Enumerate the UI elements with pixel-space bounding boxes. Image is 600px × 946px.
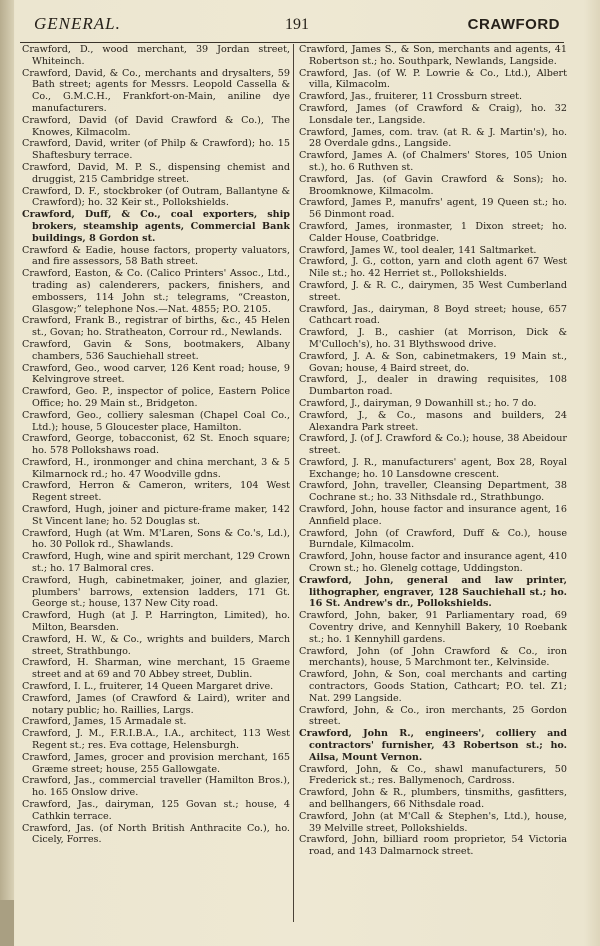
right-column — [299, 44, 567, 924]
directory-entry: Crawford, Hugh, wine and spirit merchant, 129 Crown st.; ho. 17 Balmoral cres. — [22, 551, 290, 575]
directory-entry: Crawford, I. L., fruiterer, 14 Queen Margaret drive. — [22, 681, 274, 693]
directory-entry: Crawford, James S., & Son, merchants and agents, 41 Robertson st.; ho. Southpark, Newlands, Langside. — [299, 44, 567, 67]
directory-entry: Crawford, J., dairyman, 9 Dowanhill st.; ho. 7 do. — [299, 397, 537, 409]
directory-entry: Crawford, D. F., stockbroker (of Outram, Ballantyne & Crawford); ho. 32 Keir st., Pollokshields. — [22, 185, 290, 209]
directory-entry: Crawford, Jas. (of Gavin Crawford & Sons); ho. Broomknowe, Kilmacolm. — [299, 173, 567, 197]
directory-entry: Crawford, J. B., cashier (at Morrison, Dick & M'Culloch's), ho. 31 Blythswood drive. — [299, 327, 567, 350]
directory-entry: Crawford, J., & Co., masons and builders, 24 Alexandra Park street. — [299, 409, 567, 433]
page-binding-edge — [0, 0, 14, 946]
directory-entry: Crawford, James (of Crawford & Laird), writer and notary public; ho. Raillies, Largs. — [22, 692, 290, 716]
directory-entry: Crawford, Gavin & Sons, bootmakers, Albany chambers, 536 Sauchiehall street. — [22, 338, 290, 362]
directory-entry: Crawford, J. & R. C., dairymen, 35 West Cumberland street. — [299, 279, 567, 303]
directory-entry: Crawford, J. (of J. Crawford & Co.); house, 38 Abeidour street. — [299, 433, 567, 457]
header-rule — [20, 42, 564, 43]
directory-entry: Crawford, Frank B., registrar of births, &c., 45 Helen st., Govan; ho. Stratheaton, Corrour rd., Newlands. — [22, 315, 290, 339]
directory-entry: Crawford, Jas. (of North British Anthracite Co.), ho. Cicely, Forres. — [22, 822, 290, 846]
directory-entry: Crawford, J. R., manufacturers' agent, Box 28, Royal Exchange; ho. 10 Lansdowne crescent. — [299, 456, 567, 480]
directory-entry: Crawford, John, baker, 91 Parliamentary road, 69 Coventry drive, and Kennyhill Bakery, 10 Roebank st.; ho. 1 Kennyhill gardens. — [299, 610, 567, 645]
directory-entry: Crawford, David, & Co., merchants and drysalters, 59 Bath street; agents for Messrs. Leopold Cassella & Co., G.M.C.H., Frankfort-on-Main, aniline dye manufacturers. — [22, 67, 290, 114]
directory-entry: Crawford, Jas. (of W. P. Lowrie & Co., Ltd.), Albert villa, Kilmacolm. — [299, 67, 567, 91]
directory-entry: Crawford, Geo., colliery salesman (Chapel Coal Co., Ltd.); house, 5 Gloucester place, Hamilton. — [22, 409, 290, 433]
directory-entry: Crawford, J., dealer in drawing requisites, 108 Dumbarton road. — [299, 374, 567, 398]
directory-entry: Crawford, Duff, & Co., coal exporters, ship brokers, steamship agents, Commercial Bank buildings, 8 Gordon st. — [22, 209, 290, 244]
directory-entry: Crawford, John, billiard room proprietor, 54 Victoria road, and 143 Dalmarnock street. — [299, 834, 567, 858]
directory-entry: Crawford, J. G., cotton, yarn and cloth agent 67 West Nile st.; ho. 42 Herriet st., Pollokshields. — [299, 256, 567, 280]
directory-entry: Crawford, H., ironmonger and china merchant, 3 & 5 Kilmarnock rd.; ho. 47 Woodville gdns. — [22, 456, 290, 480]
directory-entry: Crawford, John & R., plumbers, tinsmiths, gasfitters, and bellhangers, 66 Nithsdale road. — [299, 787, 567, 810]
directory-entry: Crawford, John, & Co., iron merchants, 25 Gordon street. — [299, 704, 567, 728]
page-header — [34, 14, 560, 40]
directory-entry: Crawford, James, ironmaster, 1 Dixon street; ho. Calder House, Coatbridge. — [299, 220, 567, 244]
directory-entry: Crawford, Easton, & Co. (Calico Printers' Assoc., Ltd., trading as) calenderers, packers, finishers, and embossers, 114 John st.; telegrams, “Creaston, Glasgow;” telephone Nos.—Nat. 4855; P.O. 2105. — [22, 268, 290, 315]
directory-entry: Crawford, John, house factor and insurance agent, 410 Crown st.; ho. Glenelg cottage, Uddingston. — [299, 551, 567, 575]
directory-entry: Crawford, James, 15 Armadale st. — [22, 716, 187, 728]
left-column — [22, 44, 290, 924]
directory-entry: Crawford, Jas., fruiterer, 11 Crossburn street. — [299, 91, 523, 103]
directory-entry: Crawford, John, house factor and insurance agent, 16 Annfield place. — [299, 504, 567, 527]
directory-entry: Crawford, John, traveller, Cleansing Department, 38 Cochrane st.; ho. 33 Nithsdale rd., Strathbungo. — [299, 480, 567, 504]
directory-entry: Crawford, John, general and law printer, lithographer, engraver, 128 Sauchiehall st.; ho. 16 St. Andrew's dr., Pollokshields. — [299, 574, 567, 610]
directory-entry: Crawford, James A. (of Chalmers' Stores, 105 Union st.), ho. 6 Ruthven st. — [299, 150, 567, 173]
running-head-surname: CRAWFORD — [467, 16, 560, 33]
directory-entry: Crawford, Jas., dairyman, 8 Boyd street; house, 657 Cathcart road. — [299, 303, 567, 327]
directory-entry: Crawford, J. A. & Son, cabinetmakers, 19 Main st., Govan; house, 4 Baird street, do. — [299, 350, 567, 374]
directory-entry: Crawford & Eadie, house factors, property valuators, and fire assessors, 58 Bath street. — [22, 244, 290, 268]
column-divider — [293, 44, 294, 922]
directory-entry: Crawford, Herron & Cameron, writers, 104 West Regent street. — [22, 480, 290, 504]
directory-entry: Crawford, James P., manufrs' agent, 19 Queen st.; ho. 56 Dinmont road. — [299, 197, 567, 221]
directory-entry: Crawford, H. W., & Co., wrights and builders, March street, Strathbungo. — [22, 633, 290, 657]
running-head-section: GENERAL. — [34, 14, 121, 33]
directory-entry: Crawford, James (of Crawford & Craig), ho. 32 Lonsdale ter., Langside. — [299, 102, 567, 126]
directory-entry: Crawford, John (at M'Call & Stephen's, Ltd.), house, 39 Melville street, Pollokshields. — [299, 810, 567, 834]
directory-entry: Crawford, Jas., commercial traveller (Hamilton Bros.), ho. 165 Onslow drive. — [22, 775, 290, 799]
page-number: 191 — [285, 16, 309, 33]
directory-entry: Crawford, David, M. P. S., dispensing chemist and druggist, 215 Cambridge street. — [22, 161, 290, 185]
directory-entry: Crawford, Hugh (at J. P. Harrington, Limited), ho. Milton, Bearsden. — [22, 610, 290, 634]
binding-mark — [0, 900, 14, 946]
directory-entry: Crawford, John R., engineers', colliery and contractors' furnisher, 43 Robertson st.; ho. Ailsa, Mount Vernon. — [299, 728, 567, 763]
directory-entry: Crawford, John, & Co., shawl manufacturers, 50 Frederick st.; res. Ballymenoch, Cardross. — [299, 763, 567, 787]
directory-entry: Crawford, John (of Crawford, Duff & Co.), house Burndale, Kilmacolm. — [299, 527, 567, 551]
directory-entry: Crawford, John (of John Crawford & Co., iron merchants), house, 5 Marchmont ter., Kelvinside. — [299, 645, 567, 669]
directory-entry: Crawford, J. M., F.R.I.B.A., I.A., architect, 113 West Regent st.; res. Eva cottage, Helensburgh. — [22, 728, 290, 752]
directory-entry: Crawford, David (of David Crawford & Co.), The Knowes, Kilmacolm. — [22, 114, 290, 138]
directory-entry: Crawford, George, tobacconist, 62 St. Enoch square; ho. 578 Pollokshaws road. — [22, 433, 290, 457]
directory-entry: Crawford, Hugh (at Wm. M'Laren, Sons & Co.'s, Ld.), ho. 30 Pollok rd., Shawlands. — [22, 527, 290, 551]
directory-entry: Crawford, Geo. P., inspector of police, Eastern Police Office; ho. 29 Main st., Bridgeton. — [22, 386, 290, 409]
directory-entry: Crawford, H. Sharman, wine merchant, 15 Graeme street and at 69 and 70 Abbey street, Dublin. — [22, 657, 290, 681]
directory-entry: Crawford, James, com. trav. (at R. & J. Martin's), ho. 28 Overdale gdns., Langside. — [299, 126, 567, 150]
directory-entry: Crawford, James W., tool dealer, 141 Saltmarket. — [299, 244, 537, 256]
directory-entry: Crawford, Geo., wood carver, 126 Kent road; house, 9 Kelvingrove street. — [22, 362, 290, 386]
directory-entry: Crawford, Hugh, joiner and picture-frame maker, 142 St Vincent lane; ho. 52 Douglas st. — [22, 504, 290, 527]
directory-entry: Crawford, Hugh, cabinetmaker, joiner, and glazier, plumbers' barrows, extension ladders, 171 Gt. George st.; house, 137 New City road. — [22, 574, 290, 610]
directory-entry: Crawford, James, grocer and provision merchant, 165 Græme street; house, 255 Gallowgate. — [22, 751, 290, 775]
directory-entry: Crawford, D., wood merchant, 39 Jordan street, Whiteinch. — [22, 44, 290, 67]
directory-entry: Crawford, Jas., dairyman, 125 Govan st.; house, 4 Cathkin terrace. — [22, 799, 290, 822]
directory-entry: Crawford, John, & Son, coal merchants and carting contractors, Goods Station, Cathcart; P.O. tel. Z1; Nat. 299 Langside. — [299, 669, 567, 704]
directory-entry: Crawford, David, writer (of Philp & Crawford); ho. 15 Shaftesbury terrace. — [22, 138, 290, 162]
